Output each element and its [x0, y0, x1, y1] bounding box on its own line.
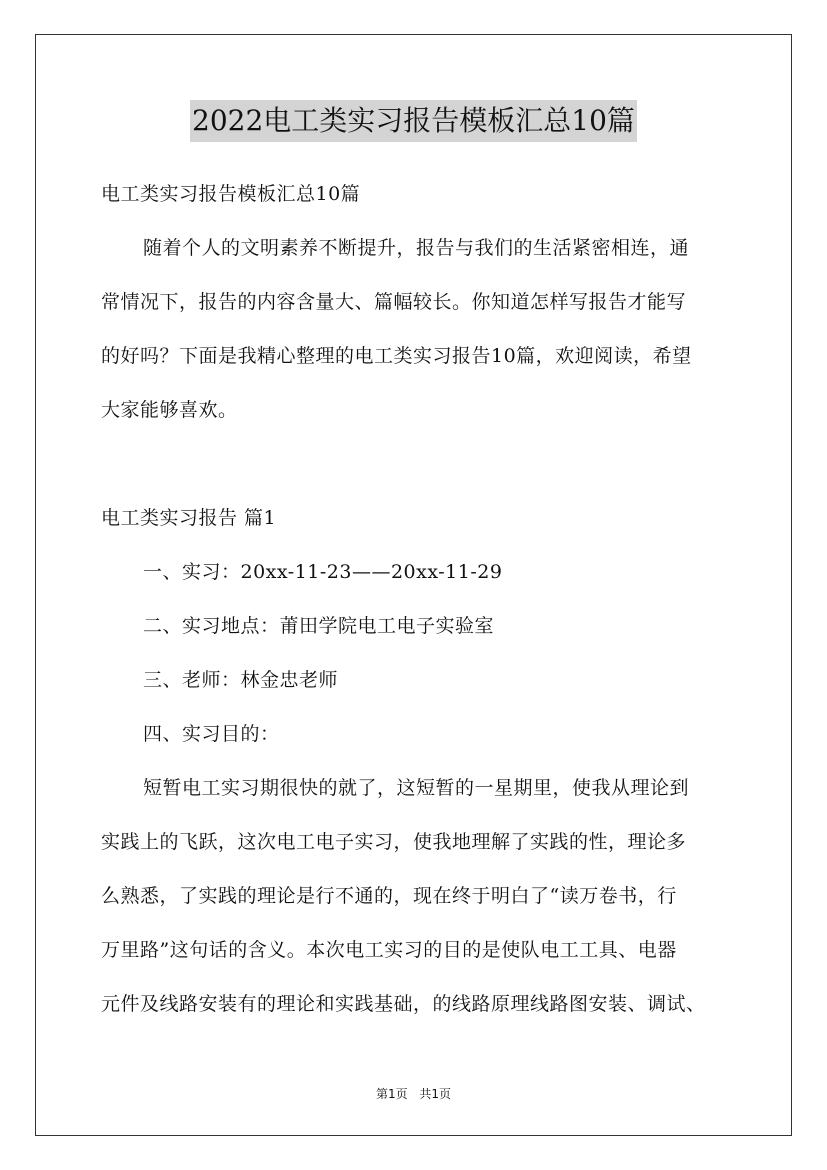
body-line-3: 么熟悉，了实践的理论是行不通的，现在终于明白了“读万卷书，行: [101, 885, 677, 907]
body-line-2: 实践上的飞跃，这次电工电子实习，使我地理解了实践的性，理论多: [101, 831, 687, 853]
page-footer: [0, 1085, 827, 1102]
body-line-1: 短暂电工实习期很快的就了，这短暂的一星期里，使我从理论到: [143, 777, 690, 799]
intro-line-4: 大家能够喜欢。: [101, 399, 238, 421]
intro-line-1: 随着个人的文明素养不断提升，报告与我们的生活紧密相连，通: [143, 237, 690, 259]
item-purpose: 四、实习目的：: [143, 723, 280, 745]
body-line-4: 万里路”这句话的含义。本次电工实习的目的是使队电工工具、电器: [101, 939, 677, 961]
page-number: 第1页: [375, 1087, 408, 1101]
item-date: 一、实习：20xx-11-23——20xx-11-29: [143, 561, 503, 583]
document-subtitle: 电工类实习报告模板汇总10篇: [101, 183, 361, 205]
document-title: 2022电工类实习报告模板汇总10篇: [190, 100, 637, 142]
item-teacher: 三、老师：林金忠老师: [143, 669, 339, 691]
page-total: 共1页: [419, 1087, 452, 1101]
body-line-5: 元件及线路安装有的理论和实践基础，的线路原理线路图安装、调试、: [101, 993, 706, 1015]
intro-line-2: 常情况下，报告的内容含量大、篇幅较长。你知道怎样写报告才能写: [101, 291, 687, 313]
item-location: 二、实习地点：莆田学院电工电子实验室: [143, 615, 495, 637]
title-container: [0, 100, 827, 142]
intro-line-3: 的好吗？下面是我精心整理的电工类实习报告10篇，欢迎阅读，希望: [101, 345, 692, 367]
section-heading: 电工类实习报告 篇1: [101, 507, 277, 529]
